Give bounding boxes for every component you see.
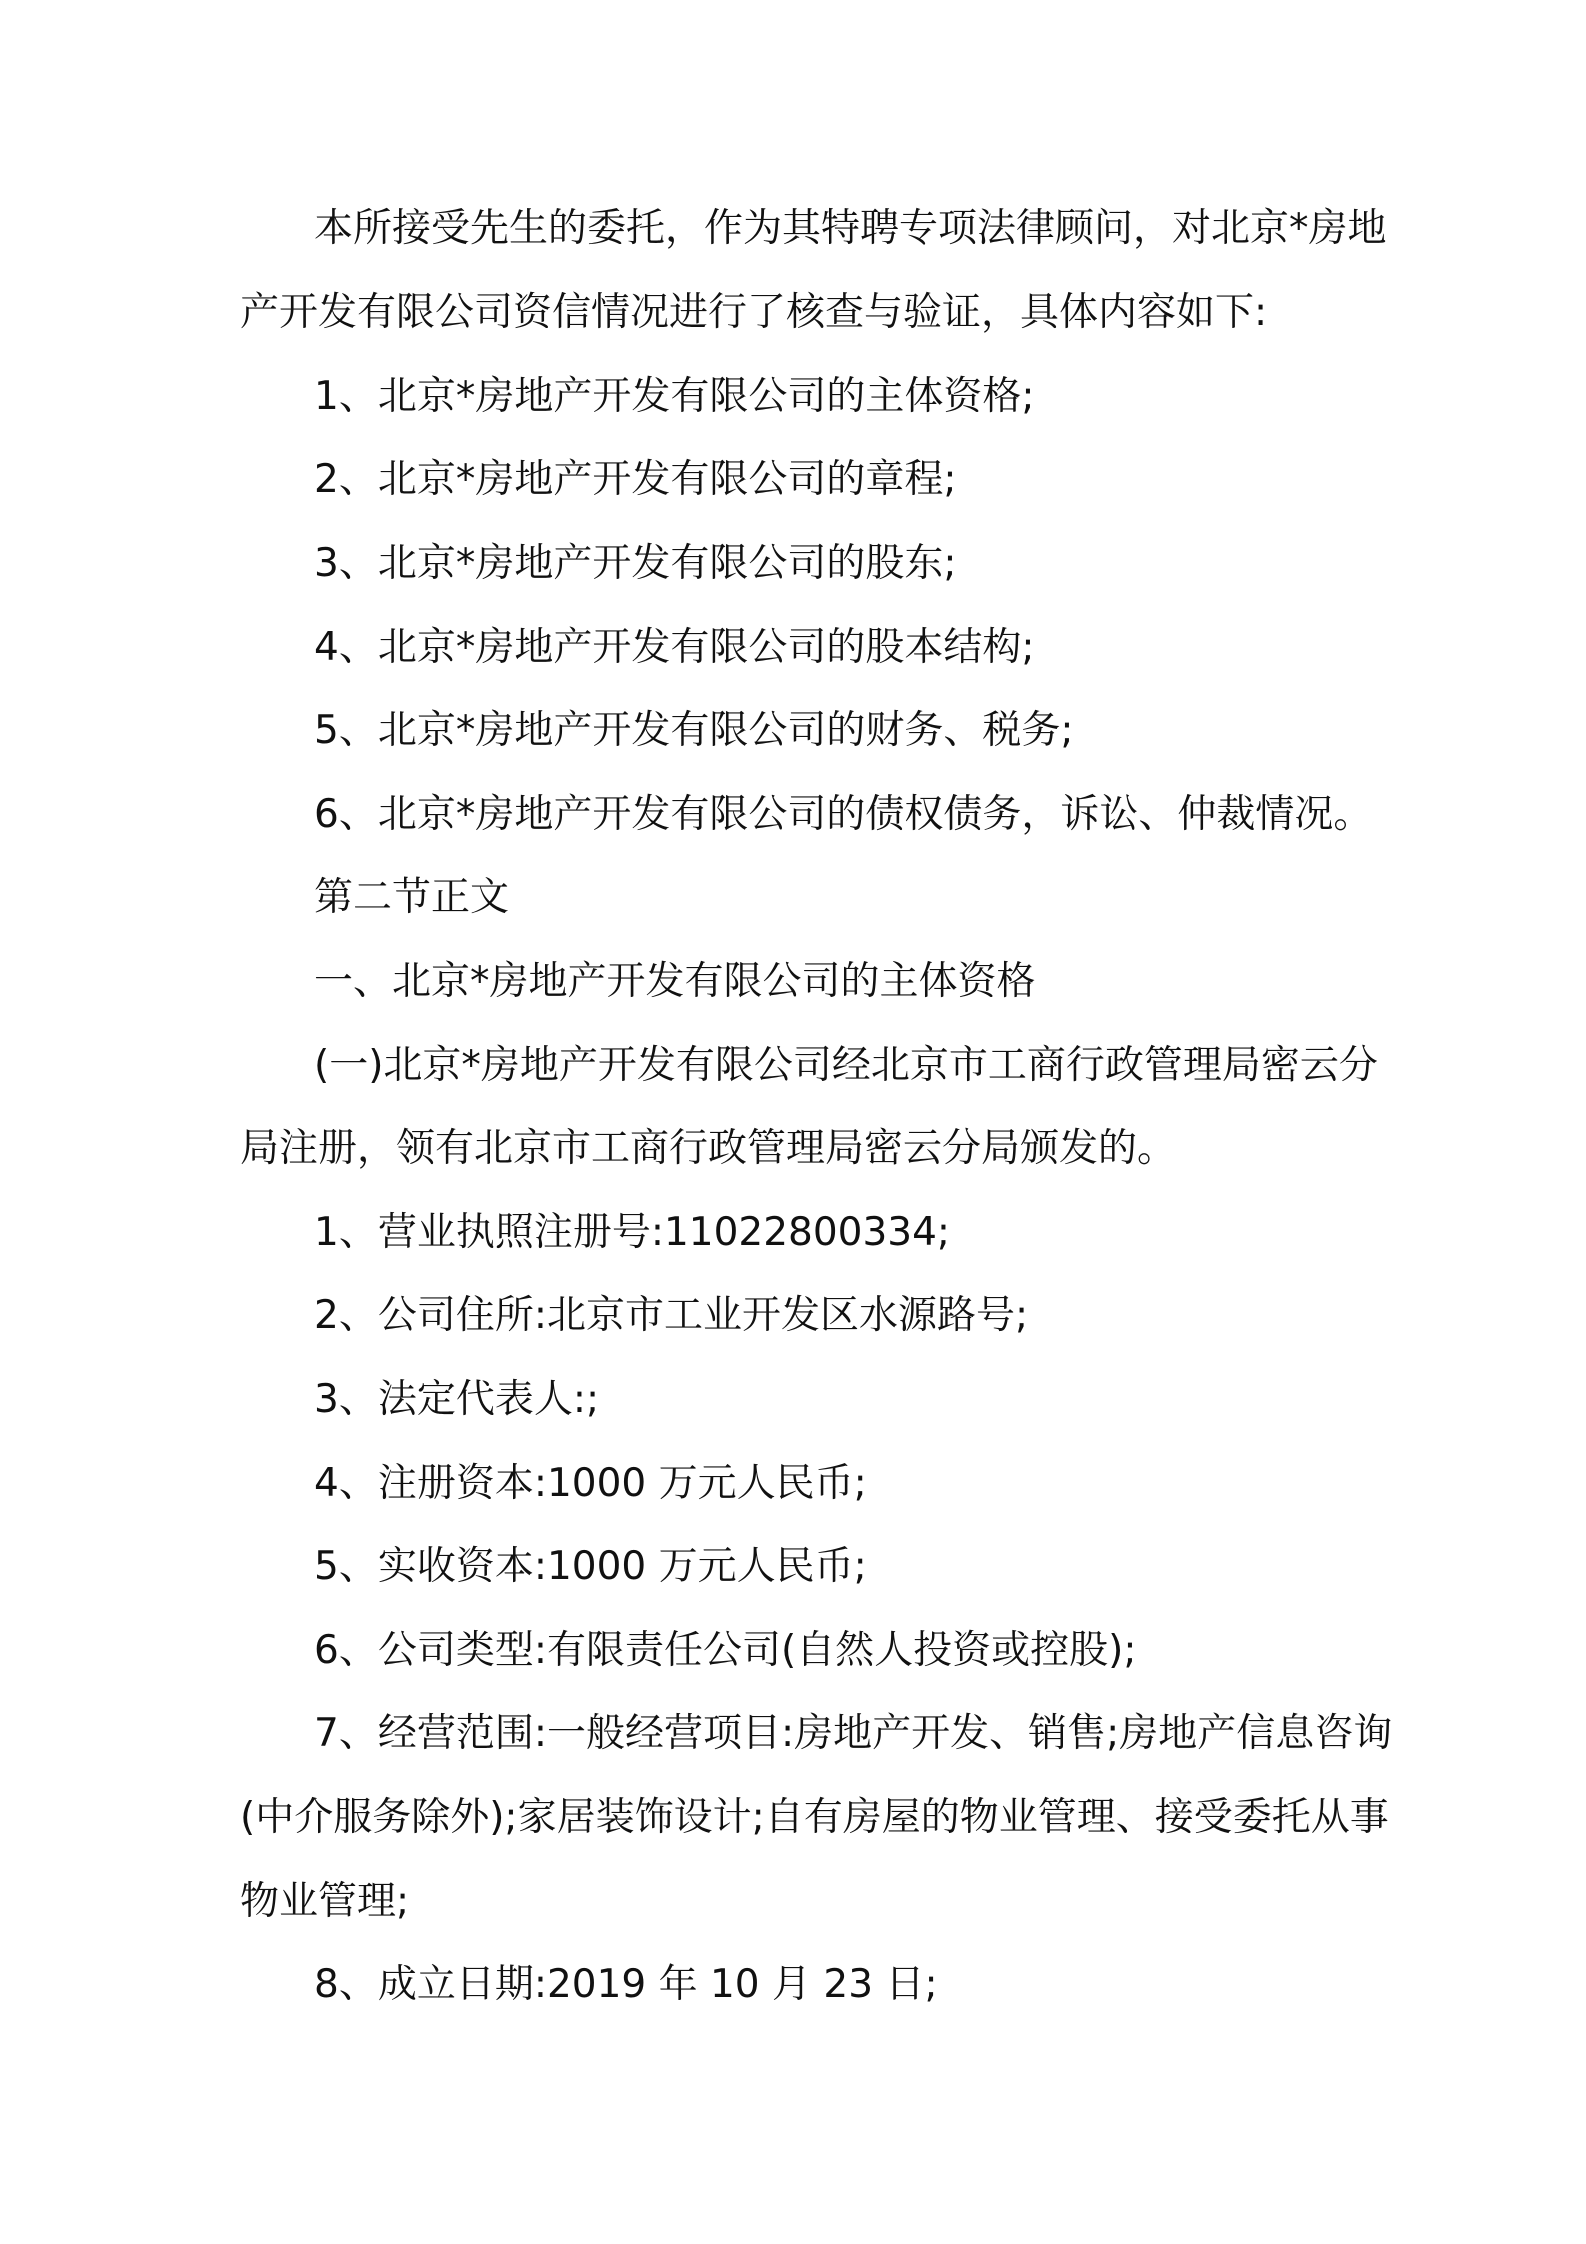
list-item-2: 2、北京*房地产开发有限公司的章程;: [314, 457, 957, 502]
subsection-heading: 一、北京*房地产开发有限公司的主体资格: [314, 959, 1036, 1004]
paragraph-intro-line-2: 产开发有限公司资信情况进行了核查与验证，具体内容如下:: [240, 290, 1268, 335]
list-item-4: 4、北京*房地产开发有限公司的股本结构;: [314, 625, 1035, 670]
detail-item-establishment-date: 8、成立日期:2019 年 10 月 23 日;: [314, 1962, 938, 2007]
detail-item-registered-capital: 4、注册资本:1000 万元人民币;: [314, 1461, 867, 1506]
detail-item-company-type: 6、公司类型:有限责任公司(自然人投资或控股);: [314, 1628, 1137, 1673]
section-heading: 第二节正文: [314, 875, 510, 920]
paragraph-registration-line-1: (一)北京*房地产开发有限公司经北京市工商行政管理局密云分: [314, 1043, 1378, 1088]
detail-item-license-number: 1、营业执照注册号:11022800334;: [314, 1210, 951, 1255]
detail-item-legal-representative: 3、法定代表人:;: [314, 1377, 600, 1422]
list-item-3: 3、北京*房地产开发有限公司的股东;: [314, 541, 957, 586]
paragraph-intro-line-1: 本所接受先生的委托，作为其特聘专项法律顾问，对北京*房地: [314, 206, 1387, 251]
detail-item-address: 2、公司住所:北京市工业开发区水源路号;: [314, 1293, 1029, 1338]
detail-item-business-scope-line-2: (中介服务除外);家居装饰设计;自有房屋的物业管理、接受委托从事: [240, 1795, 1389, 1840]
detail-item-paid-in-capital: 5、实收资本:1000 万元人民币;: [314, 1544, 867, 1589]
list-item-6: 6、北京*房地产开发有限公司的债权债务，诉讼、仲裁情况。: [314, 792, 1373, 837]
detail-item-business-scope-line-1: 7、经营范围:一般经营项目:房地产开发、销售;房地产信息咨询: [314, 1711, 1393, 1756]
list-item-5: 5、北京*房地产开发有限公司的财务、税务;: [314, 708, 1074, 753]
detail-item-business-scope-line-3: 物业管理;: [240, 1879, 410, 1924]
paragraph-registration-line-2: 局注册，领有北京市工商行政管理局密云分局颁发的。: [240, 1126, 1177, 1171]
list-item-1: 1、北京*房地产开发有限公司的主体资格;: [314, 374, 1035, 419]
